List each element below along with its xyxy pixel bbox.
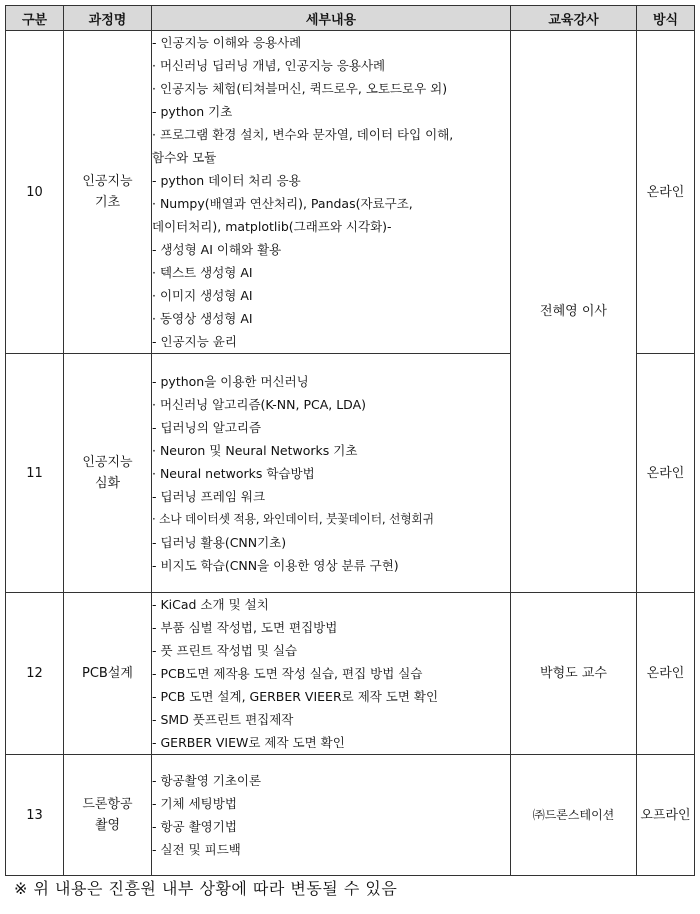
detail-line: 데이터처리), matplotlib(그래프와 시각화)- (152, 219, 392, 234)
detail-line: · Numpy(배열과 연산처리), Pandas(자료구조, (152, 196, 413, 211)
detail-line: - 딥러닝의 알고리즘 (152, 419, 262, 435)
detail-line: - 비지도 학습(CNN을 이용한 영상 분류 구현) (152, 557, 399, 573)
course-name-line: 인공지능 (82, 174, 133, 189)
detail-line: - python 데이터 처리 응용 (152, 173, 301, 188)
detail-line: · 인공지능 체험(티쳐블머신, 퀵드로우, 오토드로우 외) (152, 81, 448, 96)
course-details (152, 593, 511, 755)
detail-line: - 딥러닝 프레임 워크 (152, 488, 266, 504)
detail-line: · Neuron 및 Neural Networks 기초 (152, 442, 358, 458)
course-name (64, 593, 152, 755)
detail-line: - KiCad 소개 및 설치 (152, 597, 269, 612)
delivery-method: 온라인 (637, 593, 695, 755)
course-name-line: 기초 (94, 195, 121, 210)
detail-line: · 머신러닝 딥러닝 개념, 인공지능 응용사례 (152, 58, 386, 73)
course-name (64, 755, 152, 876)
instructor-name: 전혜영 이사 (511, 31, 637, 593)
delivery-method: 온라인 (637, 31, 695, 354)
table-row (6, 755, 695, 876)
detail-line: - python을 이용한 머신러닝 (152, 373, 309, 389)
header-num: 구분 (6, 6, 64, 31)
table-row (6, 31, 695, 354)
delivery-method: 온라인 (637, 354, 695, 593)
course-name (64, 354, 152, 593)
detail-line: · 소나 데이터셋 적용, 와인데이터, 붓꽃데이터, 선형회귀 (152, 511, 434, 526)
detail-line: - 항공 촬영기법 (152, 819, 237, 834)
detail-line: - 항공촬영 기초이론 (152, 773, 262, 788)
detail-line: 함수와 모듈 (152, 150, 217, 165)
detail-line: - PCB 도면 설계, GERBER VIEER로 제작 도면 확인 (152, 689, 439, 704)
detail-line: - 생성형 AI 이해와 활용 (152, 242, 282, 257)
table-header-row (6, 6, 695, 31)
detail-line: · 프로그램 환경 설치, 변수와 문자열, 데이터 타입 이해, (152, 127, 454, 142)
course-number: 13 (6, 755, 64, 876)
header-details: 세부내용 (152, 6, 511, 31)
footnote: ※ 위 내용은 진흥원 내부 상황에 따라 변동될 수 있음 (14, 879, 398, 898)
detail-line: - SMD 풋프린트 편집제작 (152, 712, 294, 727)
course-name (64, 31, 152, 354)
detail-line: - python 기초 (152, 104, 233, 119)
course-number: 10 (6, 31, 64, 354)
course-name-line: PCB설계 (82, 666, 133, 681)
header-instructor: 교육강사 (511, 6, 637, 31)
detail-line: - 부품 심벌 작성법, 도면 편집방법 (152, 620, 338, 635)
table-row (6, 593, 695, 755)
detail-line: - 인공지능 윤리 (152, 334, 237, 349)
course-number: 11 (6, 354, 64, 593)
instructor-name: 박형도 교수 (511, 593, 637, 755)
detail-line: - PCB도면 제작용 도면 작성 실습, 편집 방법 실습 (152, 666, 423, 681)
detail-line: · Neural networks 학습방법 (152, 465, 315, 481)
detail-line: · 머신러닝 알고리즘(K-NN, PCA, LDA) (152, 396, 367, 412)
delivery-method: 오프라인 (637, 755, 695, 876)
detail-line: · 텍스트 생성형 AI (152, 265, 253, 280)
detail-line: - 실전 및 피드백 (152, 842, 241, 857)
curriculum-table (5, 5, 695, 876)
header-method: 방식 (637, 6, 695, 31)
course-details (152, 31, 511, 354)
course-name-line: 인공지능 (82, 455, 133, 470)
detail-line: - 풋 프린트 작성법 및 실습 (152, 643, 298, 658)
detail-line: - 딥러닝 활용(CNN기초) (152, 534, 287, 550)
course-details (152, 755, 511, 876)
course-details (152, 354, 511, 593)
detail-line: · 동영상 생성형 AI (152, 311, 253, 326)
course-name-line: 심화 (94, 476, 121, 491)
header-course: 과정명 (64, 6, 152, 31)
detail-line: - GERBER VIEW로 제작 도면 확인 (152, 735, 345, 750)
instructor-name: ㈜드론스테이션 (511, 755, 637, 876)
course-number: 12 (6, 593, 64, 755)
course-name-line: 촬영 (94, 818, 121, 833)
detail-line: · 이미지 생성형 AI (152, 288, 253, 303)
detail-line: - 기체 세팅방법 (152, 796, 237, 811)
course-name-line: 드론항공 (82, 797, 133, 812)
detail-line: - 인공지능 이해와 응용사례 (152, 35, 302, 50)
